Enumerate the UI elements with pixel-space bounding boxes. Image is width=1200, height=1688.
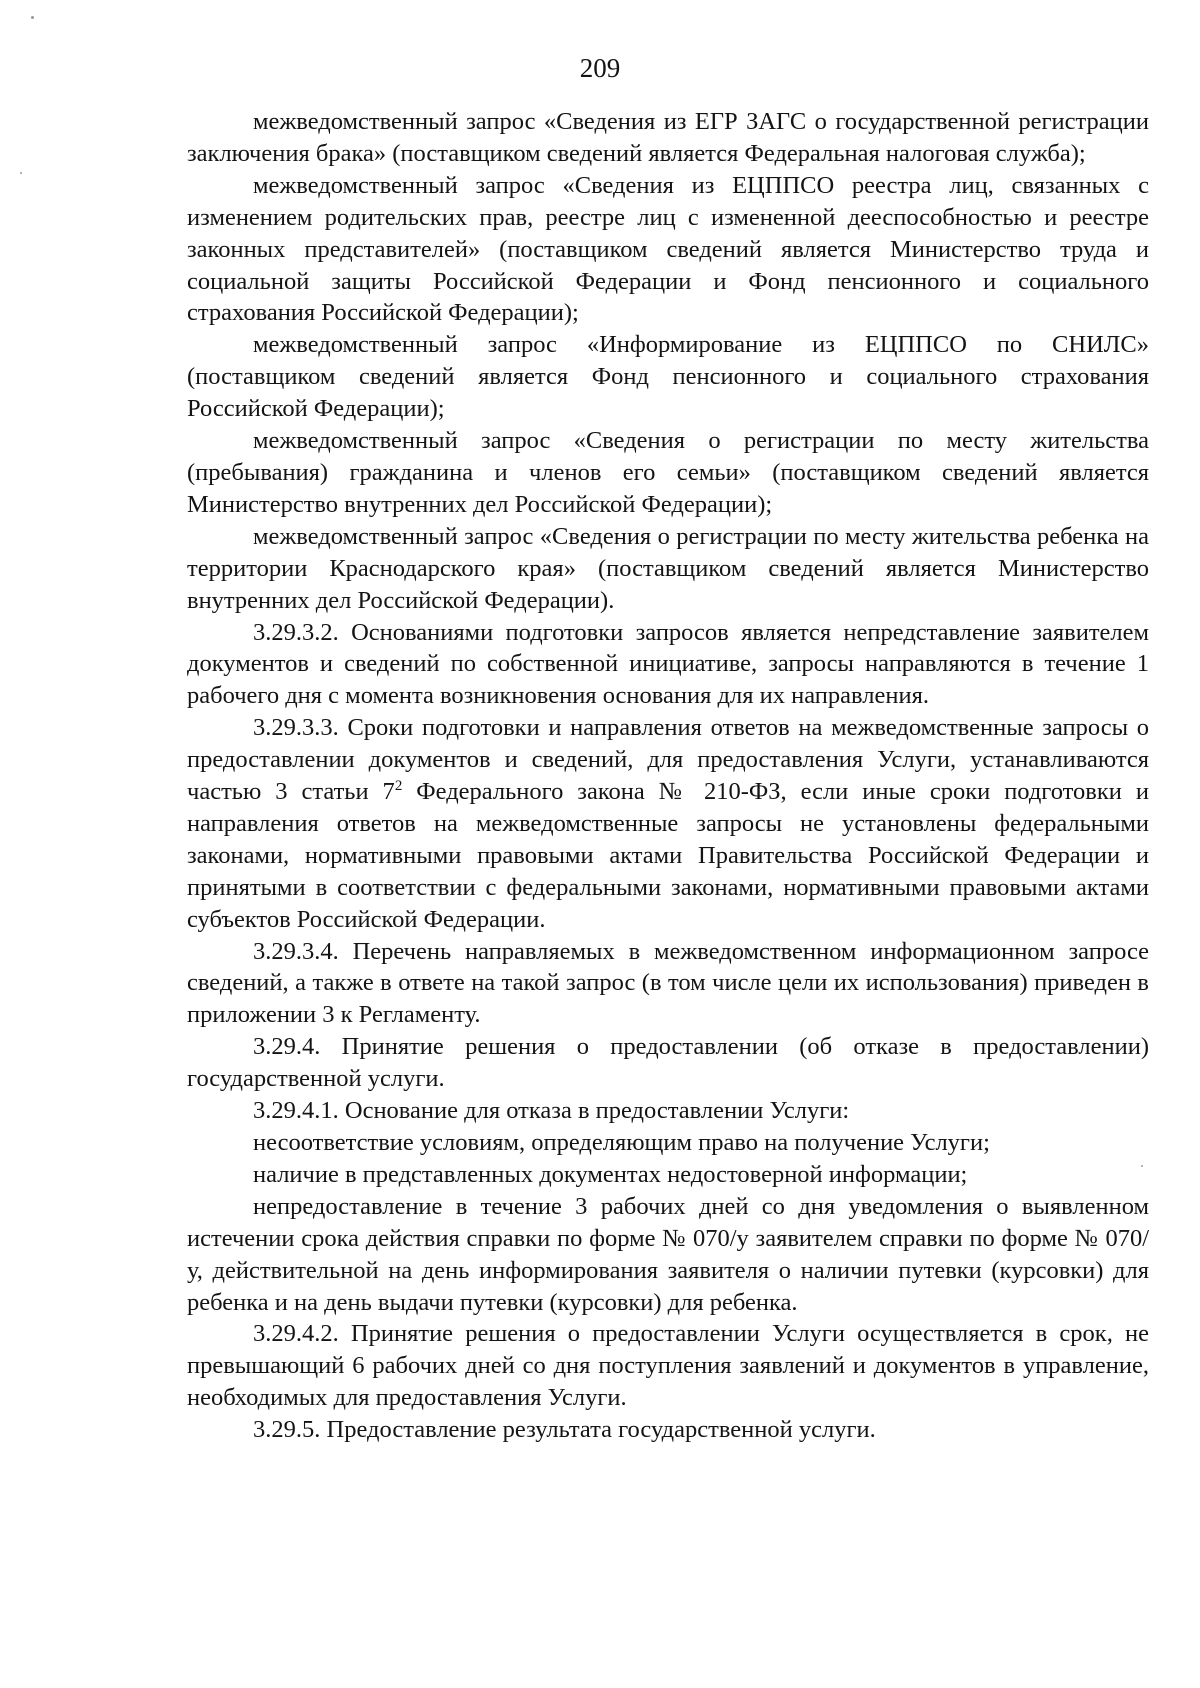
paragraph-3-29-4-1: 3.29.4.1. Основание для отказа в предоставлении Услуги: [253, 1097, 850, 1125]
superscript-2: 2 [394, 777, 403, 794]
paragraph-3-29-3-3-part-2: Федерального закона № 210-ФЗ, если иные сроки подготовки и направления ответов на межведомственные запросы не установлены федеральными законами, нормативными правовыми актами Правительства Российской Федерации и принятыми в соответствии с федеральными законами, нормативными правовыми актами субъектов Российской Федерации. [187, 778, 1149, 933]
paragraph-refusal-reason-conditions: несоответствие условиям, определяющим право на получение Услуги; [253, 1129, 990, 1156]
paragraph-child-registration-request: межведомственный запрос «Сведения о регистрации по месту жительства ребенка на территории Краснодарского края» (поставщиком сведений является Министерство внутренних дел Российской Федерации). [187, 522, 1149, 614]
paragraph-citizen-registration-request: межведомственный запрос «Сведения о регистрации по месту жительства (пребывания) гражданина и членов его семьи» (поставщиком сведений является Министерство внутренних дел Российской Федерации); [187, 427, 1149, 518]
scan-speck [20, 172, 22, 174]
paragraph-zags-request: межведомственный запрос «Сведения из ЕГР ЗАГС о государственной регистрации заключения брака» (поставщиком сведений является Федеральная налоговая служба); [187, 108, 1149, 167]
paragraph-3-29-3-3-part-1: 3.29.3.3. Сроки подготовки и направления ответов на межведомственные запросы о предоставлении документов и сведений, для предоставления Услуги, устанавливаются частью 3 статьи 7 [187, 714, 1149, 806]
scan-speck [1141, 1165, 1143, 1167]
page-number: 209 [579, 53, 621, 83]
paragraph-3-29-3-2: 3.29.3.2. Основаниями подготовки запросов является непредставление заявителем документов и сведений по собственной инициативе, запросы направляются в течение 1 рабочего дня с момента возникновения основания для их направления. [187, 618, 1149, 710]
paragraph-3-29-5: 3.29.5. Предоставление результата государственной услуги. [253, 1416, 876, 1444]
paragraph-3-29-4: 3.29.4. Принятие решения о предоставлении (об отказе в предоставлении) государственной услуги. [187, 1033, 1149, 1093]
paragraph-3-29-4-2: 3.29.4.2. Принятие решения о предоставлении Услуги осуществляется в срок, не превышающий 6 рабочих дней со дня поступления заявлений и документов в управление, необходимых для предоставления Услуги. [187, 1320, 1149, 1412]
paragraph-ecppso-registry-request: межведомственный запрос «Сведения из ЕЦППСО реестра лиц, связанных с изменением родительских прав, реестре лиц с измененной дееспособностью и реестре законных представителей» (поставщиком сведений является Министерство труда и социальной защиты Российской Федерации и Фонд пенсионного и социального страхования Российской Федерации); [187, 171, 1149, 327]
paragraph-refusal-reason-certificate: непредоставление в течение 3 рабочих дней со дня уведомления о выявленном истечении срока действия справки по форме № 070/у заявителем справки по форме № 070/у, действительной на день информирования заявителя о наличии путевки (курсовки) для ребенка и на день выдачи путевки (курсовки) для ребенка. [187, 1192, 1149, 1316]
document-body [187, 106, 1149, 1446]
paragraph-3-29-3-3 [187, 712, 1149, 935]
paragraph-refusal-reason-false-info: наличие в представленных документах недостоверной информации; [253, 1160, 968, 1188]
paragraph-snils-request: межведомственный запрос «Информирование из ЕЦППСО по СНИЛС» (поставщиком сведений является Фонд пенсионного и социального страхования Российской Федерации); [187, 331, 1149, 423]
scan-speck [31, 16, 34, 19]
paragraph-3-29-3-4: 3.29.3.4. Перечень направляемых в межведомственном информационном запросе сведений, а также в ответе на такой запрос (в том числе цели их использования) приведен в приложении 3 к Регламенту. [187, 937, 1149, 1029]
